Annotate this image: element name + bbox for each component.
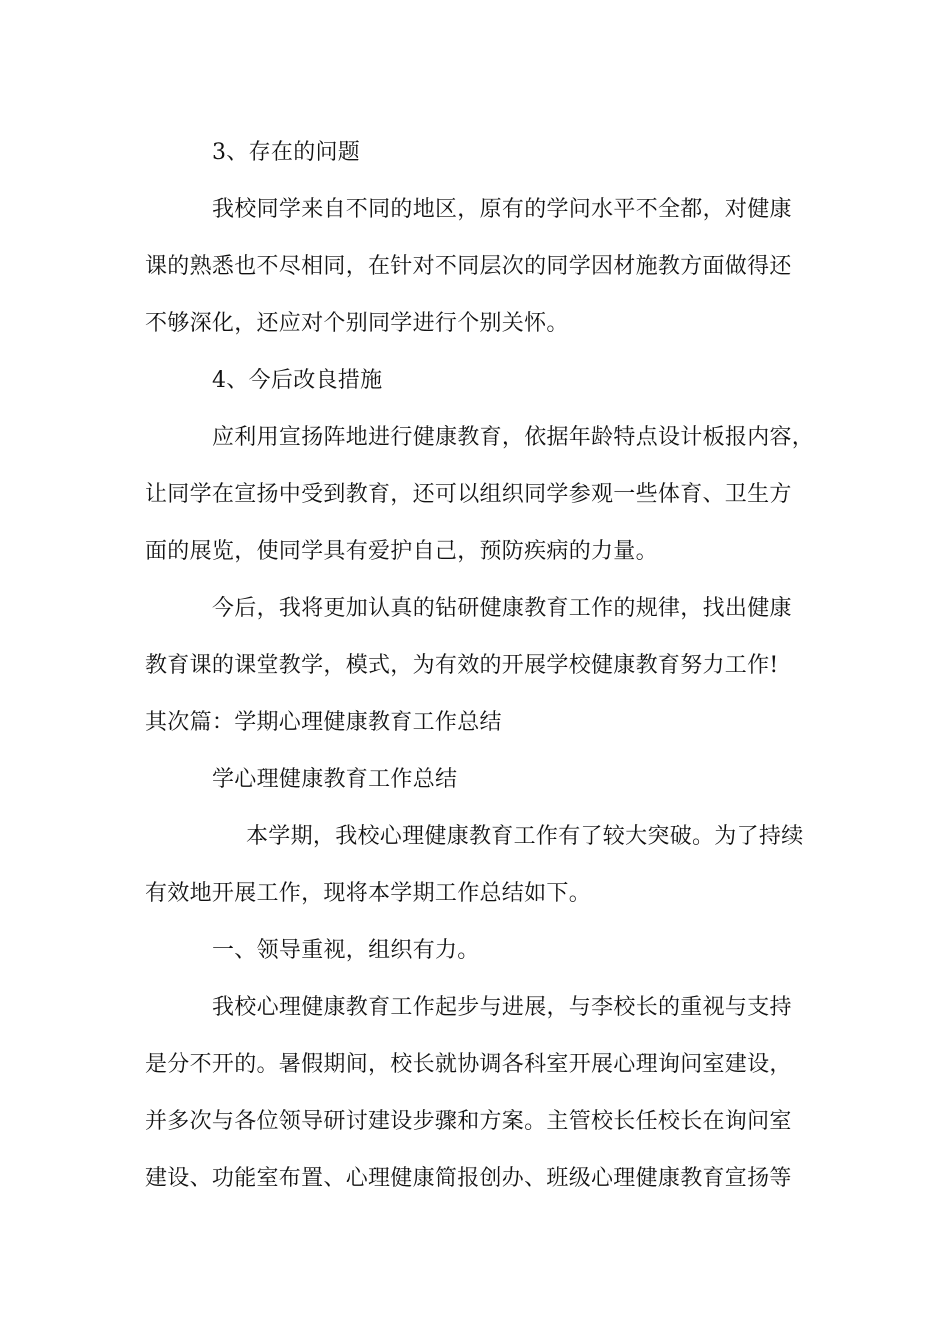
subtitle: 学心理健康教育工作总结: [212, 767, 458, 792]
section-heading-leadership: 一、领导重视，组织有力。: [212, 938, 480, 963]
section-heading-improvements: 4、今后改良措施: [212, 368, 383, 393]
paragraph-line: 我校同学来自不同的地区，原有的学问水平不全都，对健康: [212, 197, 792, 222]
paragraph-line: 让同学在宣扬中受到教育，还可以组织同学参观一些体育、卫生方: [145, 482, 792, 507]
paragraph-line: 今后，我将更加认真的钻研健康教育工作的规律，找出健康: [212, 596, 792, 621]
paragraph-line: 有效地开展工作，现将本学期工作总结如下。: [145, 881, 592, 906]
paragraph-line: 本学期，我校心理健康教育工作有了较大突破。为了持续: [246, 824, 804, 849]
paragraph-line: 教育课的课堂教学，模式，为有效的开展学校健康教育努力工作!: [145, 653, 779, 678]
chapter-title: 其次篇：学期心理健康教育工作总结: [145, 710, 502, 735]
paragraph-line: 建设、功能室布置、心理健康简报创办、班级心理健康教育宣扬等: [145, 1166, 792, 1191]
paragraph-line: 面的展览，使同学具有爱护自己，预防疾病的力量。: [145, 539, 658, 564]
paragraph-line: 应利用宣扬阵地进行健康教育，依据年龄特点设计板报内容，: [212, 425, 815, 450]
paragraph-line: 课的熟悉也不尽相同，在针对不同层次的同学因材施教方面做得还: [145, 254, 792, 279]
paragraph-line: 是分不开的。暑假期间，校长就协调各科室开展心理询问室建设，: [145, 1052, 792, 1077]
section-heading-problems: 3、存在的问题: [212, 140, 361, 165]
paragraph-line: 不够深化，还应对个别同学进行个别关怀。: [145, 311, 569, 336]
paragraph-line: 并多次与各位领导研讨建设步骤和方案。主管校长任校长在询问室: [145, 1109, 792, 1134]
paragraph-line: 我校心理健康教育工作起步与进展，与李校长的重视与支持: [212, 995, 792, 1020]
